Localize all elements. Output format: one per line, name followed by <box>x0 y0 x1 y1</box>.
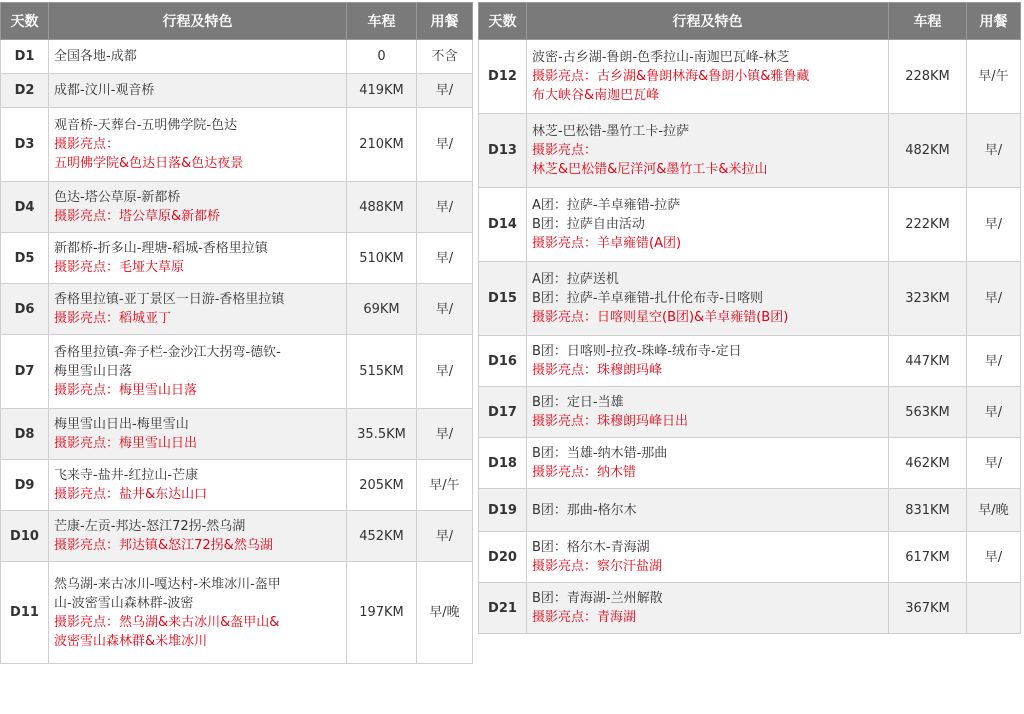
table-row <box>1 284 473 335</box>
distance-cell: 0 <box>347 40 417 74</box>
meal-cell: 早/ <box>417 182 473 233</box>
table-row <box>479 262 1021 336</box>
distance-cell: 563KM <box>889 387 967 438</box>
route-cell <box>49 182 347 233</box>
photo-highlight: 摄影亮点：羊卓雍错(A团) <box>532 236 682 251</box>
route-line: 波密-古乡湖-鲁朗-色季拉山-南迦巴瓦峰-林芝 <box>532 50 790 65</box>
route-line: 成都-汶川-观音桥 <box>54 83 155 98</box>
route-line: B团：定日-当雄 <box>532 395 624 410</box>
route-cell <box>527 583 889 634</box>
header-day: 天数 <box>1 3 49 40</box>
day-cell: D4 <box>1 182 49 233</box>
day-cell: D15 <box>479 262 527 336</box>
distance-cell: 515KM <box>347 335 417 409</box>
route-line: 芒康-左贡-邦达-怒江72拐-然乌湖 <box>54 519 246 534</box>
route-cell <box>49 108 347 182</box>
route-line: 色达-塔公草原-新都桥 <box>54 190 181 205</box>
distance-cell: 228KM <box>889 40 967 114</box>
route-line: 然乌湖-来古冰川-嘎达村-米堆冰川-盔甲 <box>54 576 281 592</box>
photo-highlight: 五明佛学院&色达日落&色达夜景 <box>54 156 244 171</box>
meal-cell: 早/ <box>417 74 473 108</box>
photo-highlight: 摄影亮点：古乡湖&鲁朗林海&鲁朗小镇&雅鲁藏 <box>532 69 810 84</box>
meal-cell: 早/ <box>967 188 1021 262</box>
meal-cell: 早/ <box>967 336 1021 387</box>
photo-highlight: 摄影亮点：珠穆朗玛峰 <box>532 363 663 378</box>
route-line: 梅里雪山日落 <box>54 364 133 379</box>
route-cell <box>527 188 889 262</box>
distance-cell: 222KM <box>889 188 967 262</box>
photo-highlight: 林芝&巴松错&尼洋河&墨竹工卡&米拉山 <box>532 162 768 177</box>
day-cell: D21 <box>479 583 527 634</box>
table-row <box>1 409 473 460</box>
itinerary-table-left <box>0 2 473 664</box>
header-route: 行程及特色 <box>527 3 889 40</box>
header-day: 天数 <box>479 3 527 40</box>
meal-cell <box>967 583 1021 634</box>
itinerary-rows-left <box>1 40 473 664</box>
distance-cell: 462KM <box>889 438 967 489</box>
route-line: B团：那曲-格尔木 <box>532 502 637 518</box>
meal-cell: 早/晚 <box>417 562 473 664</box>
day-cell: D8 <box>1 409 49 460</box>
distance-cell: 210KM <box>347 108 417 182</box>
route-cell <box>49 511 347 562</box>
meal-cell: 早/午 <box>967 40 1021 114</box>
photo-highlight: 摄影亮点：然乌湖&来古冰川&盔甲山& <box>54 614 280 630</box>
day-cell: D9 <box>1 460 49 511</box>
table-row <box>1 182 473 233</box>
route-cell <box>527 336 889 387</box>
distance-cell: 447KM <box>889 336 967 387</box>
day-cell: D19 <box>479 489 527 532</box>
route-cell <box>49 74 347 108</box>
photo-highlight: 摄影亮点：珠穆朗玛峰日出 <box>532 414 689 429</box>
route-cell <box>527 262 889 336</box>
distance-cell: 831KM <box>889 489 967 532</box>
photo-highlight: 摄影亮点：梅里雪山日落 <box>54 383 198 398</box>
day-cell: D6 <box>1 284 49 335</box>
header-distance: 车程 <box>889 3 967 40</box>
photo-highlight: 摄影亮点：稻城亚丁 <box>54 311 172 326</box>
route-line: B团：当雄-纳木错-那曲 <box>532 446 668 461</box>
distance-cell: 69KM <box>347 284 417 335</box>
photo-highlight: 摄影亮点：日喀则星空(B团)&羊卓雍错(B团) <box>532 310 789 325</box>
meal-cell: 早/晚 <box>967 489 1021 532</box>
table-row <box>1 233 473 284</box>
route-line: 梅里雪山日出-梅里雪山 <box>54 417 189 432</box>
route-cell <box>527 40 889 114</box>
day-cell: D12 <box>479 40 527 114</box>
route-cell <box>49 335 347 409</box>
route-line: B团：格尔木-青海湖 <box>532 540 650 555</box>
meal-cell: 早/ <box>417 335 473 409</box>
table-row <box>1 40 473 74</box>
table-row <box>479 532 1021 583</box>
photo-highlight: 摄影亮点：塔公草原&新都桥 <box>54 209 221 224</box>
photo-highlight: 摄影亮点： <box>532 143 598 158</box>
distance-cell: 35.5KM <box>347 409 417 460</box>
header-distance: 车程 <box>347 3 417 40</box>
day-cell: D10 <box>1 511 49 562</box>
route-line: 山-波密雪山森林群-波密 <box>54 595 194 611</box>
header-meals: 用餐 <box>417 3 473 40</box>
table-row <box>479 114 1021 188</box>
table-row <box>1 460 473 511</box>
route-cell <box>49 40 347 74</box>
photo-highlight: 摄影亮点：青海湖 <box>532 610 637 625</box>
distance-cell: 617KM <box>889 532 967 583</box>
meal-cell: 早/ <box>967 262 1021 336</box>
table-row <box>479 489 1021 532</box>
header-row <box>479 3 1021 40</box>
route-line: 全国各地-成都 <box>54 49 137 64</box>
day-cell: D3 <box>1 108 49 182</box>
distance-cell: 367KM <box>889 583 967 634</box>
route-line: B团：拉萨-羊卓雍错-扎什伦布寺-日喀则 <box>532 291 763 306</box>
route-line: A团：拉萨-羊卓雍错-拉萨 <box>532 198 681 213</box>
route-line: B团：青海湖-兰州解散 <box>532 591 663 606</box>
route-line: 林芝-巴松错-墨竹工卡-拉萨 <box>532 124 690 139</box>
photo-highlight: 摄影亮点：毛垭大草原 <box>54 260 185 275</box>
route-line: 观音桥-天葬台-五明佛学院-色达 <box>54 118 238 133</box>
distance-cell: 488KM <box>347 182 417 233</box>
itinerary-rows-right <box>479 40 1021 634</box>
table-row <box>479 40 1021 114</box>
table-row <box>1 562 473 664</box>
route-cell <box>527 114 889 188</box>
photo-highlight: 摄影亮点：邦达镇&怒江72拐&然乌湖 <box>54 538 273 553</box>
route-cell <box>527 489 889 532</box>
distance-cell: 452KM <box>347 511 417 562</box>
photo-highlight: 摄影亮点：察尔汗盐湖 <box>532 559 663 574</box>
header-meals: 用餐 <box>967 3 1021 40</box>
photo-highlight: 波密雪山森林群&米堆冰川 <box>54 633 208 649</box>
route-line: A团：拉萨送机 <box>532 272 619 287</box>
route-line: B团：拉萨自由活动 <box>532 217 645 232</box>
day-cell: D2 <box>1 74 49 108</box>
meal-cell: 早/ <box>417 511 473 562</box>
route-line: B团：日喀则-拉孜-珠峰-绒布寺-定日 <box>532 344 742 359</box>
meal-cell: 早/ <box>967 387 1021 438</box>
meal-cell: 早/ <box>967 114 1021 188</box>
day-cell: D18 <box>479 438 527 489</box>
table-row <box>479 336 1021 387</box>
route-cell <box>527 387 889 438</box>
route-line: 香格里拉镇-奔子栏-金沙江大拐弯-德钦- <box>54 345 281 360</box>
itinerary-table-right <box>478 2 1021 634</box>
meal-cell: 早/ <box>967 532 1021 583</box>
table-row <box>1 108 473 182</box>
table-row <box>1 511 473 562</box>
meal-cell: 早/ <box>417 233 473 284</box>
route-cell <box>49 409 347 460</box>
photo-highlight: 布大峡谷&南迦巴瓦峰 <box>532 88 660 103</box>
day-cell: D5 <box>1 233 49 284</box>
route-cell <box>49 284 347 335</box>
distance-cell: 419KM <box>347 74 417 108</box>
photo-highlight: 摄影亮点： <box>54 137 120 152</box>
day-cell: D17 <box>479 387 527 438</box>
meal-cell: 早/午 <box>417 460 473 511</box>
table-row <box>479 387 1021 438</box>
day-cell: D11 <box>1 562 49 664</box>
photo-highlight: 摄影亮点：纳木错 <box>532 465 637 480</box>
table-row <box>479 583 1021 634</box>
header-route: 行程及特色 <box>49 3 347 40</box>
route-line: 香格里拉镇-亚丁景区一日游-香格里拉镇 <box>54 292 285 307</box>
meal-cell: 早/ <box>417 284 473 335</box>
table-row <box>479 438 1021 489</box>
route-cell <box>49 233 347 284</box>
meal-cell: 不含 <box>417 40 473 74</box>
distance-cell: 197KM <box>347 562 417 664</box>
distance-cell: 205KM <box>347 460 417 511</box>
photo-highlight: 摄影亮点：盐井&东达山口 <box>54 487 208 502</box>
distance-cell: 482KM <box>889 114 967 188</box>
day-cell: D1 <box>1 40 49 74</box>
route-cell <box>49 562 347 664</box>
meal-cell: 早/ <box>967 438 1021 489</box>
meal-cell: 早/ <box>417 409 473 460</box>
day-cell: D16 <box>479 336 527 387</box>
table-row <box>1 74 473 108</box>
day-cell: D13 <box>479 114 527 188</box>
day-cell: D14 <box>479 188 527 262</box>
route-cell <box>49 460 347 511</box>
route-cell <box>527 532 889 583</box>
meal-cell: 早/ <box>417 108 473 182</box>
route-line: 新都桥-折多山-理塘-稻城-香格里拉镇 <box>54 241 268 256</box>
distance-cell: 510KM <box>347 233 417 284</box>
photo-highlight: 摄影亮点：梅里雪山日出 <box>54 436 198 451</box>
distance-cell: 323KM <box>889 262 967 336</box>
route-line: 飞来寺-盐井-红拉山-芒康 <box>54 468 199 483</box>
table-row <box>1 335 473 409</box>
table-row <box>479 188 1021 262</box>
route-cell <box>527 438 889 489</box>
day-cell: D20 <box>479 532 527 583</box>
day-cell: D7 <box>1 335 49 409</box>
header-row <box>1 3 473 40</box>
